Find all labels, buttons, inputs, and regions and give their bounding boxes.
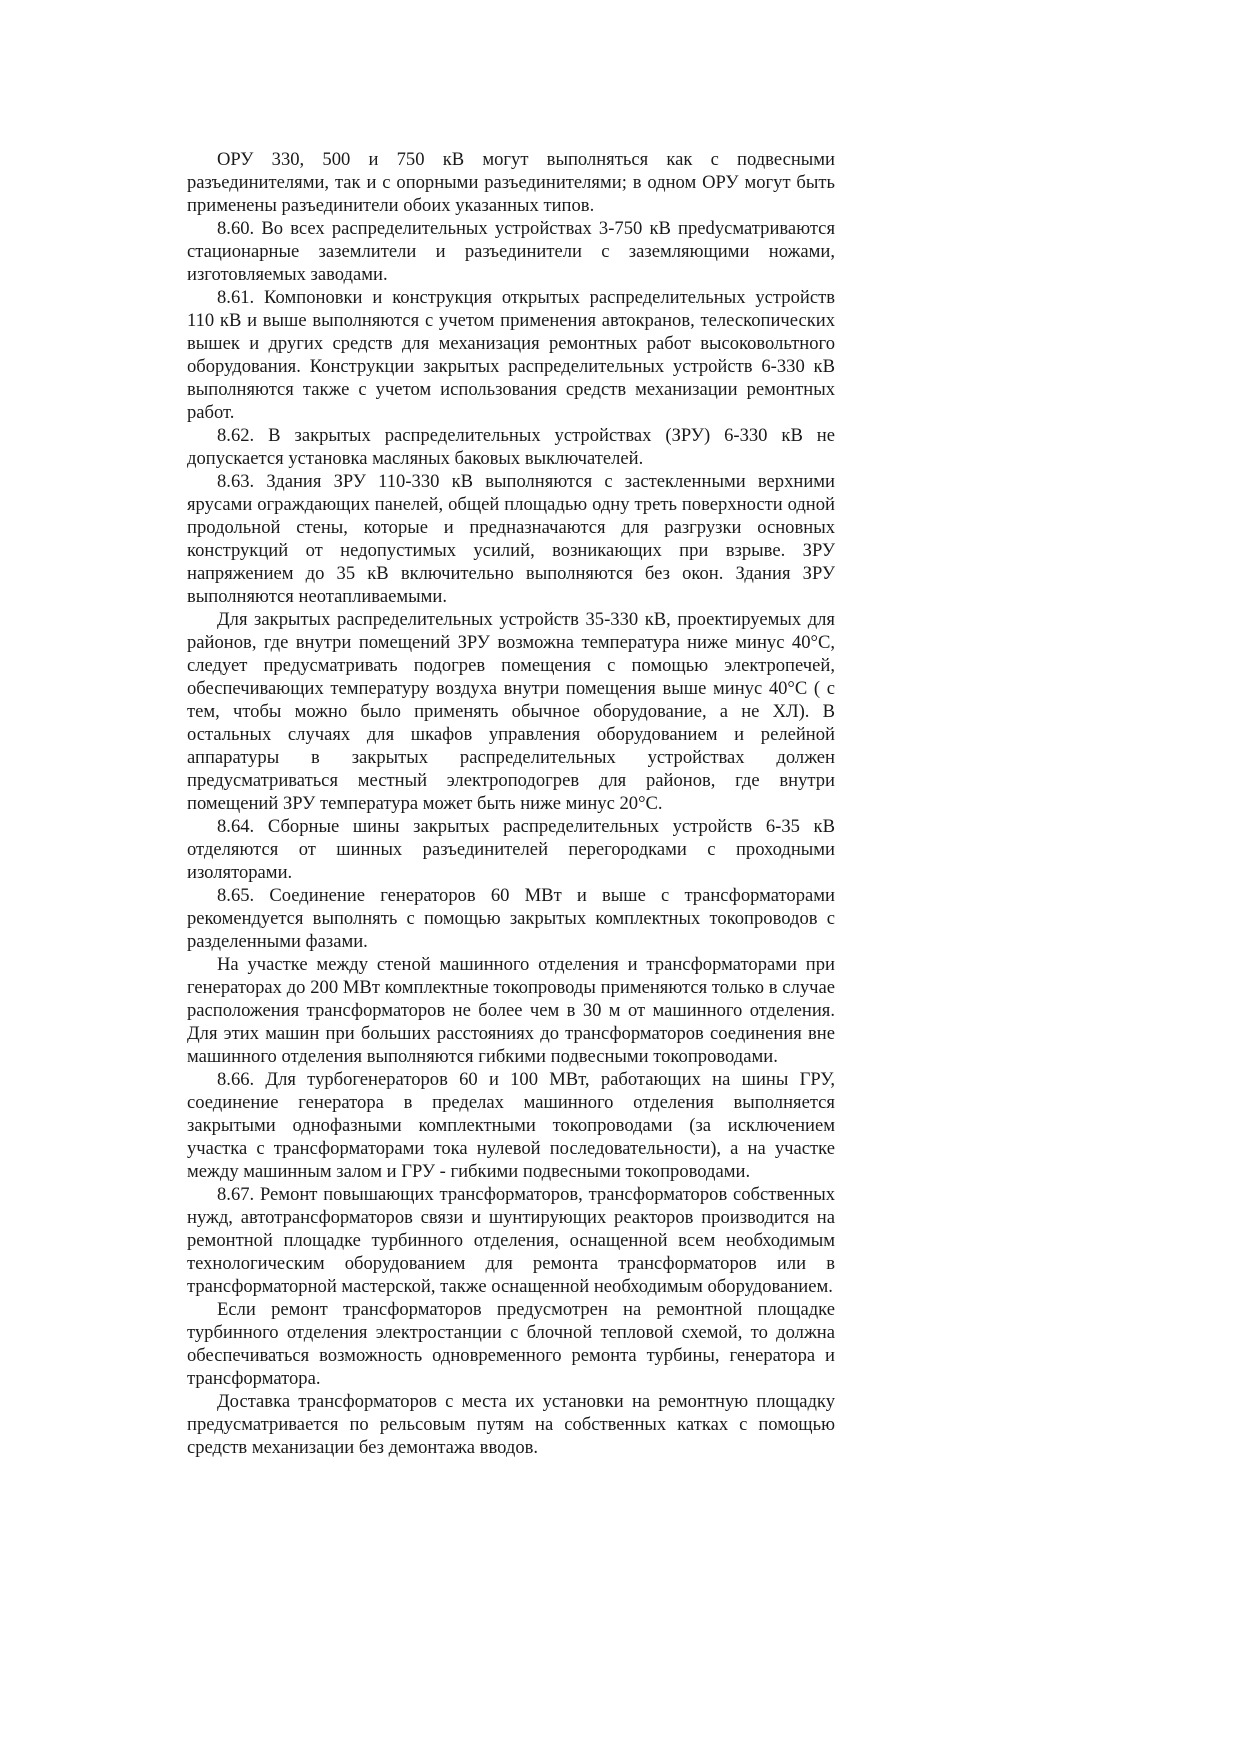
paragraph-8-60: 8.60. Во всех распределительных устройствах 3-750 кВ преdусматриваются стационарные заземлители и разъединители с заземляющими ножами, изготовляемых заводами.: [187, 218, 835, 285]
paragraph-busduct-section: На участке между стеной машинного отделения и трансформаторами при генераторах до 200 МВт комплектные токопроводы применяются только в случае расположения трансформаторов не более чем в 30 м от машинного отделения. Для этих машин при больших расстояниях до трансформаторов соединения вне машинного отделения выполняются гибкими подвесными токопроводами.: [187, 954, 835, 1067]
paragraph-8-63: 8.63. Здания ЗРУ 110-330 кВ выполняются с застекленными верхними ярусами ограждающих панелей, общей площадью одну треть поверхности одной продольной стены, которые и предназначаются для разгрузки основных конструкций от недопустимых усилий, возникающих при взрыве. ЗРУ напряжением до 35 кВ включительно выполняются без окон. Здания ЗРУ выполняются неотапливаемыми.: [187, 471, 835, 607]
document-body: [187, 148, 835, 1459]
paragraph-8-67: 8.67. Ремонт повышающих трансформаторов, трансформаторов собственных нужд, автотрансформаторов связи и шунтирующих реакторов производится на ремонтной площадке турбинного отделения, оснащенной всем необходимым технологическим оборудованием для ремонта трансформаторов или в трансформаторной мастерской, также оснащенной необходимым оборудованием.: [187, 1184, 835, 1297]
paragraph-8-61: 8.61. Компоновки и конструкция открытых распределительных устройств 110 кВ и выше выполняются с учетом применения автокранов, телескопических вышек и других средств для механизация ремонтных работ высоковольтного оборудования. Конструкции закрытых распределительных устройств 6-330 кВ выполняются также с учетом использования средств механизации ремонтных работ.: [187, 287, 835, 423]
paragraph-zru-heating: Для закрытых распределительных устройств 35-330 кВ, проектируемых для районов, где внутри помещений ЗРУ возможна температура ниже минус 40°С, следует предусматривать подогрев помещения с помощью электропечей, обеспечивающих температуру воздуха внутри помещения выше минус 40°С ( с тем, чтобы можно было применять обычное оборудование, а не ХЛ). В остальных случаях для шкафов управления оборудованием и релейной аппаратуры в закрытых распределительных устройствах должен предусматриваться местный электроподогрев для районов, где внутри помещений ЗРУ температура может быть ниже минус 20°С.: [187, 609, 835, 814]
paragraph-repair-site: Если ремонт трансформаторов предусмотрен на ремонтной площадке турбинного отделения электростанции с блочной тепловой схемой, то должна обеспечиваться возможность одновременного ремонта турбины, генератора и трансформатора.: [187, 1299, 835, 1389]
paragraph-8-66: 8.66. Для турбогенераторов 60 и 100 МВт, работающих на шины ГРУ, соединение генератора в пределах машинного отделения выполняется закрытыми однофазными комплектными токопроводами (за исключением участка с трансформаторами тока нулевой последовательности), а на участке между машинным залом и ГРУ - гибкими подвесными токопроводами.: [187, 1069, 835, 1182]
paragraph-8-64: 8.64. Сборные шины закрытых распределительных устройств 6-35 кВ отделяются от шинных разъединителей перегородками с проходными изоляторами.: [187, 816, 835, 883]
paragraph-8-65: 8.65. Соединение генераторов 60 МВт и выше с трансформаторами рекомендуется выполнять с помощью закрытых комплектных токопроводов с разделенными фазами.: [187, 885, 835, 952]
paragraph-transformer-delivery: Доставка трансформаторов с места их установки на ремонтную площадку предусматривается по рельсовым путям на собственных катках с помощью средств механизации без демонтажа вводов.: [187, 1391, 835, 1458]
paragraph-oru-disconnectors: ОРУ 330, 500 и 750 кВ могут выполняться как с подвесными разъединителями, так и с опорными разъединителями; в одном ОРУ могут быть применены разъединители обоих указанных типов.: [187, 149, 835, 216]
paragraph-8-62: 8.62. В закрытых распределительных устройствах (ЗРУ) 6-330 кВ не допускается установка масляных баковых выключателей.: [187, 425, 835, 469]
